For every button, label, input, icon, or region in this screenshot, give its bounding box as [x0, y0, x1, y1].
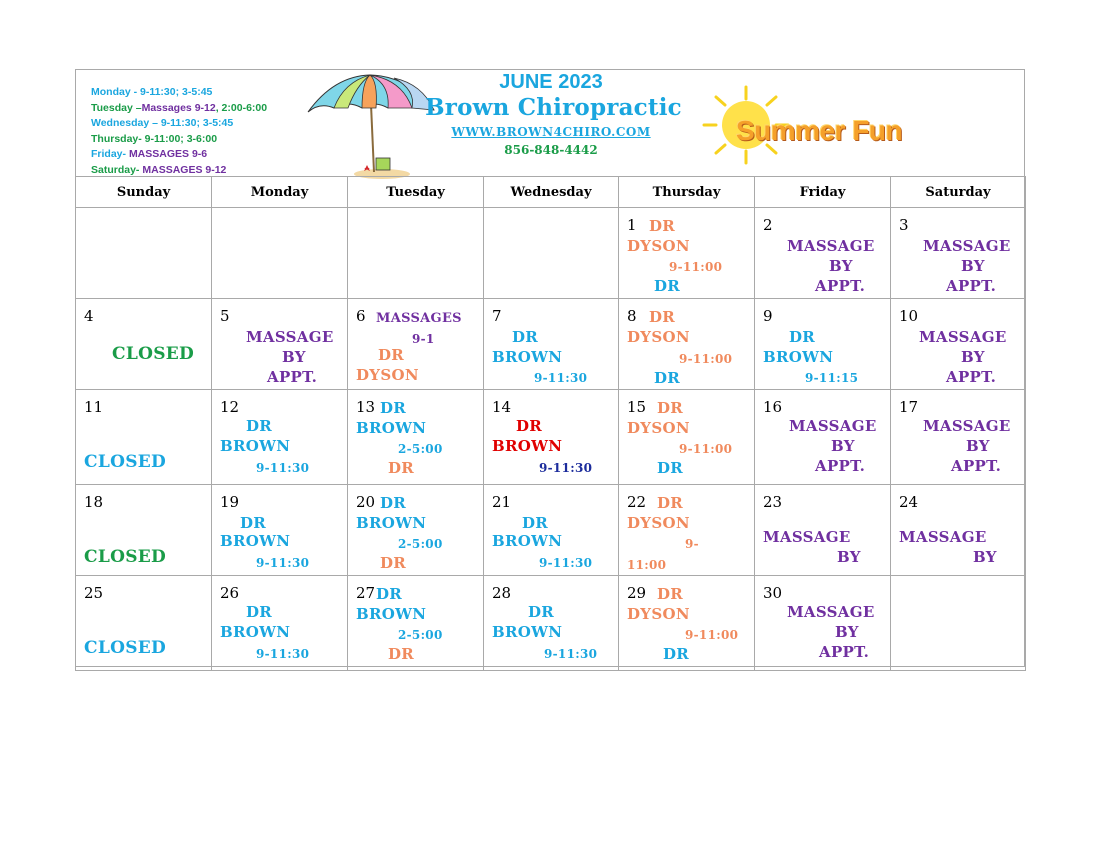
day-number: 17	[899, 398, 919, 416]
empty-day-cell	[76, 208, 212, 299]
day-cell-9	[755, 299, 891, 390]
weekday-thursday: Thursday	[619, 177, 755, 208]
schedule-text: MASSAGE	[763, 528, 851, 546]
schedule-text: MASSAGE	[246, 328, 334, 346]
hours-wednesday: Wednesday – 9-11:30; 3-5:45	[91, 117, 234, 129]
day-number: 23	[763, 493, 783, 511]
schedule-text: DR	[649, 308, 676, 326]
day-number: 7	[492, 307, 502, 325]
weekday-friday: Friday	[755, 177, 891, 208]
schedule-text: DR	[654, 369, 681, 387]
day-cell-27	[348, 576, 484, 671]
day-cell-13	[348, 390, 484, 485]
schedule-text: 2-5:00	[398, 442, 443, 456]
day-cell-2	[755, 208, 891, 299]
schedule-text: DR	[522, 514, 549, 532]
day-number: 19	[220, 493, 240, 511]
day-number: 15	[627, 398, 647, 416]
day-cell-15	[619, 390, 755, 485]
schedule-text: DR	[388, 645, 415, 663]
day-cell-19	[212, 485, 348, 576]
schedule-text: 9-11:30	[256, 647, 310, 661]
schedule-text: BY	[829, 257, 853, 275]
day-number: 11	[84, 398, 104, 416]
day-number: 14	[492, 398, 512, 416]
schedule-text: BROWN	[492, 437, 563, 455]
schedule-text: BROWN	[356, 419, 427, 437]
day-cell-23	[755, 485, 891, 576]
day-number: 1	[627, 216, 637, 234]
weekday-sunday: Sunday	[76, 177, 212, 208]
day-number: 21	[492, 493, 512, 511]
schedule-text: MASSAGE	[787, 603, 875, 621]
month-title: JUNE 2023	[499, 71, 603, 93]
schedule-text: BY	[837, 548, 861, 566]
empty-day-cell	[212, 208, 348, 299]
empty-day-cell	[891, 576, 1026, 671]
schedule-text: 9-11:30	[256, 461, 310, 475]
schedule-text: DR	[512, 328, 539, 346]
schedule-text: APPT.	[951, 457, 1002, 475]
schedule-text: 9-11:00	[669, 260, 723, 274]
day-cell-22	[619, 485, 755, 576]
schedule-text: BY	[282, 348, 306, 366]
day-cell-12	[212, 390, 348, 485]
schedule-text: 9-11:30	[539, 461, 593, 475]
day-number: 6	[356, 307, 366, 325]
schedule-text: DR	[528, 603, 555, 621]
schedule-text: APPT.	[819, 643, 870, 661]
weekday-tuesday: Tuesday	[348, 177, 484, 208]
hours-thursday: Thursday- 9-11:00; 3-6:00	[91, 132, 218, 145]
day-number: 18	[84, 493, 104, 511]
day-cell-18	[76, 485, 212, 576]
day-cell-4	[76, 299, 212, 390]
schedule-text: MASSAGE	[923, 237, 1011, 255]
weekday-header-row	[76, 177, 1026, 208]
day-cell-17	[891, 390, 1026, 485]
day-number: 16	[763, 398, 783, 416]
schedule-text: APPT.	[267, 368, 318, 386]
day-cell-11	[76, 390, 212, 485]
schedule-text: 2-5:00	[398, 628, 443, 642]
closed-label: CLOSED	[112, 344, 195, 364]
weekday-wednesday: Wednesday	[484, 177, 619, 208]
day-number: 3	[899, 216, 909, 234]
schedule-text: DYSON	[356, 366, 419, 384]
calendar-grid	[75, 176, 1026, 671]
schedule-text: MASSAGE	[923, 417, 1011, 435]
schedule-text: DR	[516, 417, 543, 435]
schedule-text: DR	[657, 459, 684, 477]
day-cell-10	[891, 299, 1026, 390]
schedule-text: BY	[961, 348, 985, 366]
schedule-text: DR	[789, 328, 816, 346]
day-number: 5	[220, 307, 230, 325]
schedule-text: 9-11:30	[539, 556, 593, 570]
schedule-text: MASSAGE	[789, 417, 877, 435]
day-number: 8	[627, 307, 637, 325]
day-cell-26	[212, 576, 348, 671]
day-cell-20	[348, 485, 484, 576]
day-number: 29	[627, 584, 647, 602]
day-cell-30	[755, 576, 891, 671]
schedule-text: BROWN	[220, 623, 291, 641]
schedule-text: 11:00	[627, 558, 667, 572]
day-number: 4	[84, 307, 94, 325]
schedule-text: BY	[961, 257, 985, 275]
calendar-page	[75, 69, 1025, 667]
schedule-text: BY	[835, 623, 859, 641]
schedule-text: DR	[657, 399, 684, 417]
day-number: 24	[899, 493, 919, 511]
summer-fun-banner: Summer Fun	[736, 115, 903, 146]
clinic-name: Brown Chiropractic	[425, 94, 682, 121]
schedule-text: DYSON	[627, 328, 690, 346]
week-row	[76, 208, 1026, 299]
schedule-text: 9-11:00	[685, 628, 739, 642]
schedule-text: DR	[657, 585, 684, 603]
schedule-text: DR	[663, 645, 690, 663]
schedule-text: BROWN	[492, 623, 563, 641]
hours-saturday: Saturday- MASSAGES 9-12	[91, 163, 227, 176]
schedule-text: DYSON	[627, 605, 690, 623]
schedule-text: DR	[654, 277, 681, 295]
schedule-text: 2-5:00	[398, 537, 443, 551]
schedule-text: BROWN	[220, 437, 291, 455]
day-cell-21	[484, 485, 619, 576]
day-cell-8	[619, 299, 755, 390]
schedule-text: DR	[376, 585, 403, 603]
schedule-text: BROWN	[356, 514, 427, 532]
schedule-text: BROWN	[492, 348, 563, 366]
closed-label: CLOSED	[84, 452, 167, 472]
day-cell-1	[619, 208, 755, 299]
day-number: 30	[763, 584, 783, 602]
weekday-saturday: Saturday	[891, 177, 1026, 208]
schedule-text: DR	[380, 494, 407, 512]
schedule-text: BROWN	[220, 532, 291, 550]
day-number: 12	[220, 398, 240, 416]
week-row	[76, 576, 1026, 671]
schedule-text: 9-11:30	[256, 556, 310, 570]
day-number: 2	[763, 216, 773, 234]
week-row	[76, 390, 1026, 485]
schedule-text: DR	[657, 494, 684, 512]
schedule-text: DR	[380, 399, 407, 417]
day-number: 27	[356, 584, 376, 602]
day-cell-24	[891, 485, 1026, 576]
schedule-text: APPT.	[815, 457, 866, 475]
hours-friday: Friday- MASSAGES 9-6	[91, 148, 208, 160]
schedule-text: 9-11:15	[805, 371, 859, 385]
schedule-text: MASSAGES	[376, 311, 462, 326]
week-row	[76, 299, 1026, 390]
day-cell-14	[484, 390, 619, 485]
schedule-text: DR	[246, 417, 273, 435]
phone-number: 856-848-4442	[504, 143, 598, 157]
day-cell-25	[76, 576, 212, 671]
day-cell-3	[891, 208, 1026, 299]
day-number: 22	[627, 493, 647, 511]
day-number: 26	[220, 584, 240, 602]
schedule-text: MASSAGE	[787, 237, 875, 255]
day-cell-7	[484, 299, 619, 390]
closed-label: CLOSED	[84, 547, 167, 567]
schedule-text: DR	[649, 217, 676, 235]
day-number: 9	[763, 307, 773, 325]
schedule-text: BROWN	[763, 348, 834, 366]
day-number: 20	[356, 493, 376, 511]
day-cell-5	[212, 299, 348, 390]
schedule-text: 9-11:00	[679, 442, 733, 456]
office-hours	[91, 85, 267, 178]
schedule-text: 9-	[685, 537, 699, 551]
day-cell-6	[348, 299, 484, 390]
schedule-text: APPT.	[815, 277, 866, 295]
schedule-text: DR	[246, 603, 273, 621]
empty-day-cell	[348, 208, 484, 299]
day-number: 25	[84, 584, 104, 602]
schedule-text: BY	[966, 437, 990, 455]
schedule-text: 9-11:30	[544, 647, 598, 661]
schedule-text: DYSON	[627, 419, 690, 437]
schedule-text: APPT.	[946, 368, 997, 386]
schedule-text: APPT.	[946, 277, 997, 295]
beach-umbrella-icon	[304, 72, 444, 182]
schedule-text: BY	[973, 548, 997, 566]
schedule-text: DYSON	[627, 237, 690, 255]
schedule-text: DR	[378, 346, 405, 364]
schedule-text: DR	[388, 459, 415, 477]
schedule-text: DR	[240, 514, 267, 532]
day-number: 13	[356, 398, 376, 416]
day-number: 10	[899, 307, 919, 325]
schedule-text: DYSON	[627, 514, 690, 532]
schedule-text: BROWN	[356, 605, 427, 623]
week-row	[76, 485, 1026, 576]
weekday-monday: Monday	[212, 177, 348, 208]
day-cell-28	[484, 576, 619, 671]
empty-day-cell	[484, 208, 619, 299]
schedule-text: 9-1	[412, 332, 435, 346]
hours-monday: Monday - 9-11:30; 3-5:45	[91, 86, 213, 98]
schedule-text: BROWN	[492, 532, 563, 550]
closed-label: CLOSED	[84, 638, 167, 658]
day-cell-16	[755, 390, 891, 485]
schedule-text: DR	[380, 554, 407, 572]
schedule-text: 9-11:30	[534, 371, 588, 385]
day-number: 28	[492, 584, 512, 602]
schedule-text: MASSAGE	[899, 528, 987, 546]
schedule-text: 9-11:00	[679, 352, 733, 366]
schedule-text: BY	[831, 437, 855, 455]
hours-tuesday: Tuesday –Massages 9-12, 2:00-6:00	[91, 101, 268, 114]
day-cell-29	[619, 576, 755, 671]
schedule-text: MASSAGE	[919, 328, 1007, 346]
website-link[interactable]: WWW.BROWN4CHIRO.COM	[451, 125, 651, 139]
